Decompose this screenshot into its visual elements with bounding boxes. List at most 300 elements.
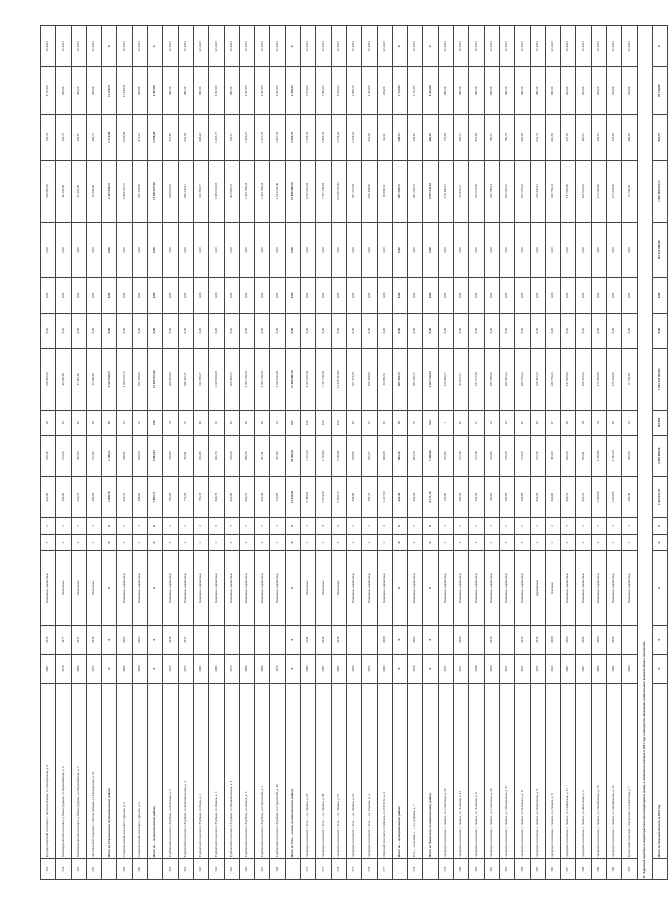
table-cell: 350,10 [41,435,56,476]
table-cell: 4 228,22 [285,67,300,115]
address-cell: городское поселение, с. Чаинск, ул. Октябрьская, д. 54 [591,683,606,859]
table-cell: 139,75 [56,115,71,160]
table-cell: 0,00 [163,313,178,348]
table-cell: 2 [484,534,499,551]
table-cell: 2 [41,518,56,535]
table-cell: 0,00 [71,313,86,348]
table-cell: 11 429 333,81 [331,160,346,222]
table-row [209,26,224,880]
table-cell: 0,00 [454,313,469,348]
table-cell: 555 [71,859,86,880]
section-heading-row [637,26,652,880]
table-cell: 435 799,41 [484,348,499,410]
table-cell: 2 957 542,81 [423,348,438,410]
address-cell: городское поселение, с. Чаинск, ул. Сибирская, д. 17 [561,683,576,859]
table-cell: 2 [362,518,377,535]
table-cell: X [652,654,667,683]
table-cell: 4 [331,518,346,535]
table-cell: 140 [301,410,316,435]
table-row [377,26,392,880]
table-cell [346,625,361,654]
table-cell: 332 359,57 [193,348,208,410]
table-cell: X [392,625,407,654]
table-cell: 3 874,20 [316,476,331,517]
table-cell: 981,00 [438,67,453,115]
table-cell: 46 500,00 [56,160,71,222]
table-cell: X [423,26,438,68]
table-cell: 2 [438,534,453,551]
table-cell: X [423,518,438,535]
table-cell: 584 [515,859,530,880]
table-cell: 12.2023 [454,26,469,68]
table-cell: 556 [86,859,101,880]
table-cell: 4 388,01 [301,476,316,517]
table-cell: 1 045 901,18 [209,348,224,410]
address-cell: городское поселение, с. Чаинск, ул. Хлебная, д. 15 [454,683,469,859]
table-cell: 0,00 [301,313,316,348]
table-cell: 1992 [193,654,208,683]
table-cell: 12.2023 [193,26,208,68]
table-cell: 582 [484,859,499,880]
table-cell: 865,50 [408,435,423,476]
table-cell: 1966 [377,654,392,683]
table-cell: 5 [301,534,316,551]
table-cell: 12.2023 [239,26,254,68]
table-cell: 0,00 [71,222,86,278]
address-cell: Новоперуновский сельсовет, д.Новая Дурнева, ул.Первомайская, д. 5 [71,683,86,859]
table-cell: 12 422,84 [285,476,300,517]
table-cell: 117 930,69 [561,160,576,222]
table-cell: 2 [377,534,392,551]
table-cell: 549,61 [117,435,132,476]
table-cell: 0,00 [515,222,530,278]
table-cell: 942,75 [652,115,667,160]
table-cell: 45 [239,410,254,435]
table-cell: 2015 [530,625,545,654]
table-cell: 2 [178,534,193,551]
table-cell: 0,00 [576,313,591,348]
table-cell: 1917 [454,654,469,683]
table-row [301,26,316,880]
table-cell: 981,00 [515,67,530,115]
table-cell [652,859,667,880]
table-cell: 708,17 [484,115,499,160]
table-cell [102,859,117,880]
table-cell: 2 [71,534,86,551]
table-cell: 12.2023 [132,26,147,68]
table-cell: 195 295,22 [499,348,514,410]
table-cell: 616,58 [545,115,560,160]
table-cell: 915,21 [576,476,591,517]
table-cell: 12.2023 [71,26,86,68]
table-cell: 4 297,00 [148,67,163,115]
table-cell [392,859,407,880]
table-cell: 174 160,57 [438,160,453,222]
table-cell: 581 [469,859,484,880]
address-cell: Турбинский сельсовет, п.Турбино, ул.Строителей, д. 5 [255,683,270,859]
table-cell: Каменные, кирпичные [239,551,254,625]
table-cell: 0,00 [178,278,193,313]
table-cell: 287 259,75 [408,348,423,410]
table-cell: 272,16 [454,435,469,476]
table-cell: 427 253,58 [346,348,361,410]
table-cell: 3 [224,518,239,535]
table-cell: 0,00 [484,278,499,313]
table-cell: 0,00 [622,222,637,278]
table-cell: 15 [515,410,530,435]
table-cell: Каменные, кирпичные [499,551,514,625]
table-cell: 1 208,80 [591,435,606,476]
address-cell: городское поселение, с. Чаинск, ул. Пионер, д. 8 [545,683,560,859]
table-cell: 966,55 [239,476,254,517]
table-cell: 1 043 704,54 [255,348,270,410]
table-cell: X [148,625,163,654]
table-cell: 42,64 [377,115,392,160]
table-cell: 118,07 [576,115,591,160]
table-cell: 2 [545,518,560,535]
table-row [71,26,86,880]
table-cell: 12.2023 [438,26,453,68]
table-cell: 565 [224,859,239,880]
table-row [606,26,621,880]
table-cell: 372,10 [530,435,545,476]
table-cell: X [102,625,117,654]
table-cell: 2 333,00 [362,67,377,115]
table-cell: Каменные, кирпичные [576,551,591,625]
table-cell: 553 [41,859,56,880]
table-cell: 0,00 [86,313,101,348]
table-cell: 12.2023 [576,26,591,68]
table-cell: 12.2023 [316,26,331,68]
table-cell: 2009 [576,625,591,654]
table-cell: 0,00 [178,222,193,278]
table-cell: 0,00 [71,278,86,313]
table-cell: 12.2023 [545,26,560,68]
address-cell: Озёрский сельсовет, с.Озёрское, ул.ГОСТ-52, д. 4 [377,683,392,859]
table-cell: 3 [239,518,254,535]
table-row [454,26,469,880]
table-cell: X [652,518,667,535]
table-cell: 307,40 [270,435,285,476]
table-cell: 0,00 [530,278,545,313]
table-cell: 0,00 [209,313,224,348]
address-cell: городское поселение, с. Чаинск, ул. Советская, д. 18 [484,683,499,859]
table-cell: 0,00 [117,313,132,348]
table-cell: X [148,654,163,683]
table-cell [469,625,484,654]
table-cell: 12.2023 [561,26,576,68]
table-cell: 5 004,83 [148,435,163,476]
table-cell: 0,00 [545,222,560,278]
table-cell: 370,20 [270,476,285,517]
table-cell: Каменные, кирпичные [591,551,606,625]
table-cell: X [285,654,300,683]
table-cell: 530 883,50 [41,348,56,410]
table-cell: 12 [71,410,86,435]
table-cell: 0,00 [438,222,453,278]
table-cell: 563 [193,859,208,880]
table-cell: 4 197,00 [239,67,254,115]
table-cell: 0,00 [102,222,117,278]
table-cell: 12.2023 [209,26,224,68]
table-cell: 2 [545,534,560,551]
table-cell: 591 [622,859,637,880]
table-cell: 15 [454,410,469,435]
table-cell: X [392,534,407,551]
table-cell: 35 [392,410,407,435]
table-cell: 2 [86,534,101,551]
table-cell: 47 110,00 [71,348,86,410]
table-cell: 0,00 [591,222,606,278]
table-cell: 7 767 239,94 [316,160,331,222]
landscape-sheet [40,25,662,880]
table-cell: 5 [331,534,346,551]
table-cell: 586 [545,859,560,880]
table-cell: X [102,26,117,68]
table-cell: 240 759,21 [545,160,560,222]
table-cell: 7 368,68 [423,435,438,476]
table-cell: 206,00 [591,67,606,115]
table-cell: 2010 [86,625,101,654]
table-cell: 71 781,69 [622,160,637,222]
address-cell: Чистюньский сельсовет, с.Чистая Дубрава, ул.Молодежная, д. 13 [86,683,101,859]
table-cell [622,625,637,654]
table-cell: 0,00 [392,278,407,313]
table-cell: 366,80 [56,476,71,517]
table-cell: 287 259,75 [392,348,407,410]
table-cell: 0,00 [239,278,254,313]
table-cell: 587 [561,859,576,880]
table-cell: 2000 [591,625,606,654]
table-cell: 101 023,62 [576,348,591,410]
table-cell: 1 044 523,57 [117,160,132,222]
table-cell: 206,00 [576,67,591,115]
table-cell: 12.2023 [362,26,377,68]
table-cell: 2 [561,534,576,551]
table-cell: 406,65 [423,115,438,160]
table-cell: Каменные, кирпичные [469,551,484,625]
subtotal-row [102,26,117,880]
table-cell: 1977 [56,625,71,654]
table-cell: 3 311,29 [331,115,346,160]
table-cell: 2013 [484,625,499,654]
table-cell: 0,00 [301,222,316,278]
table-cell: 185 579,22 [515,348,530,410]
table-cell: 2 [346,518,361,535]
table-cell: 35 [178,410,193,435]
table-cell: 12.2023 [224,26,239,68]
table-cell: 12.2023 [408,26,423,68]
table-cell: 588 [576,859,591,880]
table-cell: 0,00 [484,313,499,348]
table-cell: X [392,518,407,535]
table-cell: 2 [270,518,285,535]
table-cell: 981,00 [163,67,178,115]
table-cell: 206,00 [561,67,576,115]
table-cell: 195 295,22 [499,160,514,222]
table-row [591,26,606,880]
table-cell: 47 110,00 [71,160,86,222]
table-cell: 2 [606,534,621,551]
table-cell: 1970 [224,654,239,683]
table-cell: 621,70 [117,476,132,517]
table-cell: 0,00 [652,313,667,348]
table-cell: 0,00 [377,222,392,278]
table-cell: 12.2023 [499,26,514,68]
table-row [117,26,132,880]
table-cell: X [423,551,438,625]
table-cell: 0,00 [117,222,132,278]
table-cell: 0,00 [331,313,346,348]
table-cell: 0,00 [56,313,71,348]
table-cell: 0,00 [132,313,147,348]
table-cell: 1 043 704,54 [239,348,254,410]
table-row [561,26,576,880]
table-cell: 1 867,39 [270,115,285,160]
table-cell: 1 165,67 [239,115,254,160]
table-cell: 427 253,58 [346,160,361,222]
table-cell: 35 [408,410,423,435]
table-cell: 0,00 [224,313,239,348]
table-cell: X [652,26,667,68]
table-cell: 2 [56,534,71,551]
table-cell: 0,00 [499,222,514,278]
table-row [270,26,285,880]
table-cell: 1 302,20 [606,435,621,476]
table-cell: 2 [499,534,514,551]
table-cell: 4 197,00 [270,67,285,115]
table-cell: 1 043 704,54 [239,160,254,222]
table-cell: 273,60 [515,435,530,476]
table-cell: 1984 [239,654,254,683]
table-cell: 567 [255,859,270,880]
table-cell: 226 443,13 [530,160,545,222]
table-cell: 36 909,52 [377,348,392,410]
table-cell: 3 [117,534,132,551]
table-cell: 0,00 [469,313,484,348]
table-row [469,26,484,880]
table-row [178,26,193,880]
table-cell: 576 [362,859,377,880]
table-cell: 12.2023 [163,26,178,68]
table-cell: 0,00 [285,278,300,313]
table-cell: 560 [132,859,147,880]
table-cell: 3 [41,534,56,551]
table-cell: 3 358,91 [331,435,346,476]
table-cell: 2 [408,534,423,551]
table-cell: 2 [454,534,469,551]
table-cell: 206,00 [377,67,392,115]
table-cell: 2 [530,534,545,551]
table-cell: 8 267 625,64 [301,348,316,410]
table-cell: 0,00 [545,278,560,313]
table-cell: 2 957 542,81 [423,160,438,222]
address-cell: Турбинский сельсовет, п.Турбино, ул.Болотная, д. 3 [163,683,178,859]
table-cell: 0,00 [331,278,346,313]
table-cell: 981,00 [530,67,545,115]
table-cell: 0,00 [224,278,239,313]
table-cell: 12.2023 [591,26,606,68]
table-cell: 1978 [56,654,71,683]
table-cell: 1 [484,518,499,535]
table-cell: 32 [209,410,224,435]
table-cell: 0,00 [193,278,208,313]
table-cell: 0,00 [423,278,438,313]
table-cell: 13 470,21 [102,67,117,115]
table-cell: 2 [622,534,637,551]
table-cell: 175 224,00 [606,348,621,410]
table-cell: 568 [270,859,285,880]
table-cell: 174 160,57 [438,348,453,410]
table-cell: 0,00 [622,313,637,348]
table-cell: 51 [591,410,606,435]
table-cell: 2 088,70 [346,67,361,115]
table-cell: Каменные, кирпичные [362,551,377,625]
table-cell: 226 [148,410,163,435]
table-row [255,26,270,880]
table-cell: 1991 [331,654,346,683]
table-cell: 428 035,00 [163,160,178,222]
table-cell: 0,00 [346,222,361,278]
table-cell: Панельные [56,551,71,625]
table-cell: 855,61 [576,435,591,476]
table-cell: 101 023,62 [576,160,591,222]
table-cell: 2 [132,534,147,551]
table-cell: 22 [362,410,377,435]
table-cell: 2003 [408,625,423,654]
table-cell: 2 [576,534,591,551]
address-cell: городское поселение, с. Чаинск, ул. Октябрьская, д. 36 [606,683,621,859]
table-cell: 0,00 [316,313,331,348]
table-cell: 420,20 [530,476,545,517]
table-cell [239,625,254,654]
table-cell: 0,00 [102,278,117,313]
table-row [56,26,71,880]
subtotal-row [652,26,667,880]
table-cell: 0,00 [285,222,300,278]
table-cell: 1918 [469,654,484,683]
table-cell: X [285,518,300,535]
table-cell: 0,00 [438,278,453,313]
table-cell: 1 [469,518,484,535]
table-cell: Каменные, кирпичные [193,551,208,625]
table-cell: 172 260,80 [591,160,606,222]
table-cell: 981,00 [193,67,208,115]
table-cell: 1917 [499,654,514,683]
table-cell: X [652,534,667,551]
table-cell [423,859,438,880]
table-cell: 1 981 900 032,71 [652,160,667,222]
table-cell: 20 [41,410,56,435]
table-cell: 564 [209,859,224,880]
table-cell: Панельные [331,551,346,625]
table-cell: 618,80 [346,476,361,517]
table-cell: 572 [301,859,316,880]
table-cell: X [285,26,300,68]
table-cell: 0,00 [499,313,514,348]
table-cell: 2 327 958,57 [102,348,117,410]
table-cell: 0,00 [591,278,606,313]
table-cell: 100 158,00 [362,348,377,410]
table-row [346,26,361,880]
section-heading: II. Адресный перечень и характеристика многоквартирных домов, в отношении которых в 2023 году планируется проведение капитального ремонта общего имущества [637,26,652,880]
table-cell: 1987 [561,654,576,683]
table-cell: 0,00 [454,278,469,313]
table-cell: 11 429 333,81 [331,348,346,410]
table-cell: 12.2023 [301,26,316,68]
table-cell: 2 [163,534,178,551]
table-cell: 1973 [178,654,193,683]
